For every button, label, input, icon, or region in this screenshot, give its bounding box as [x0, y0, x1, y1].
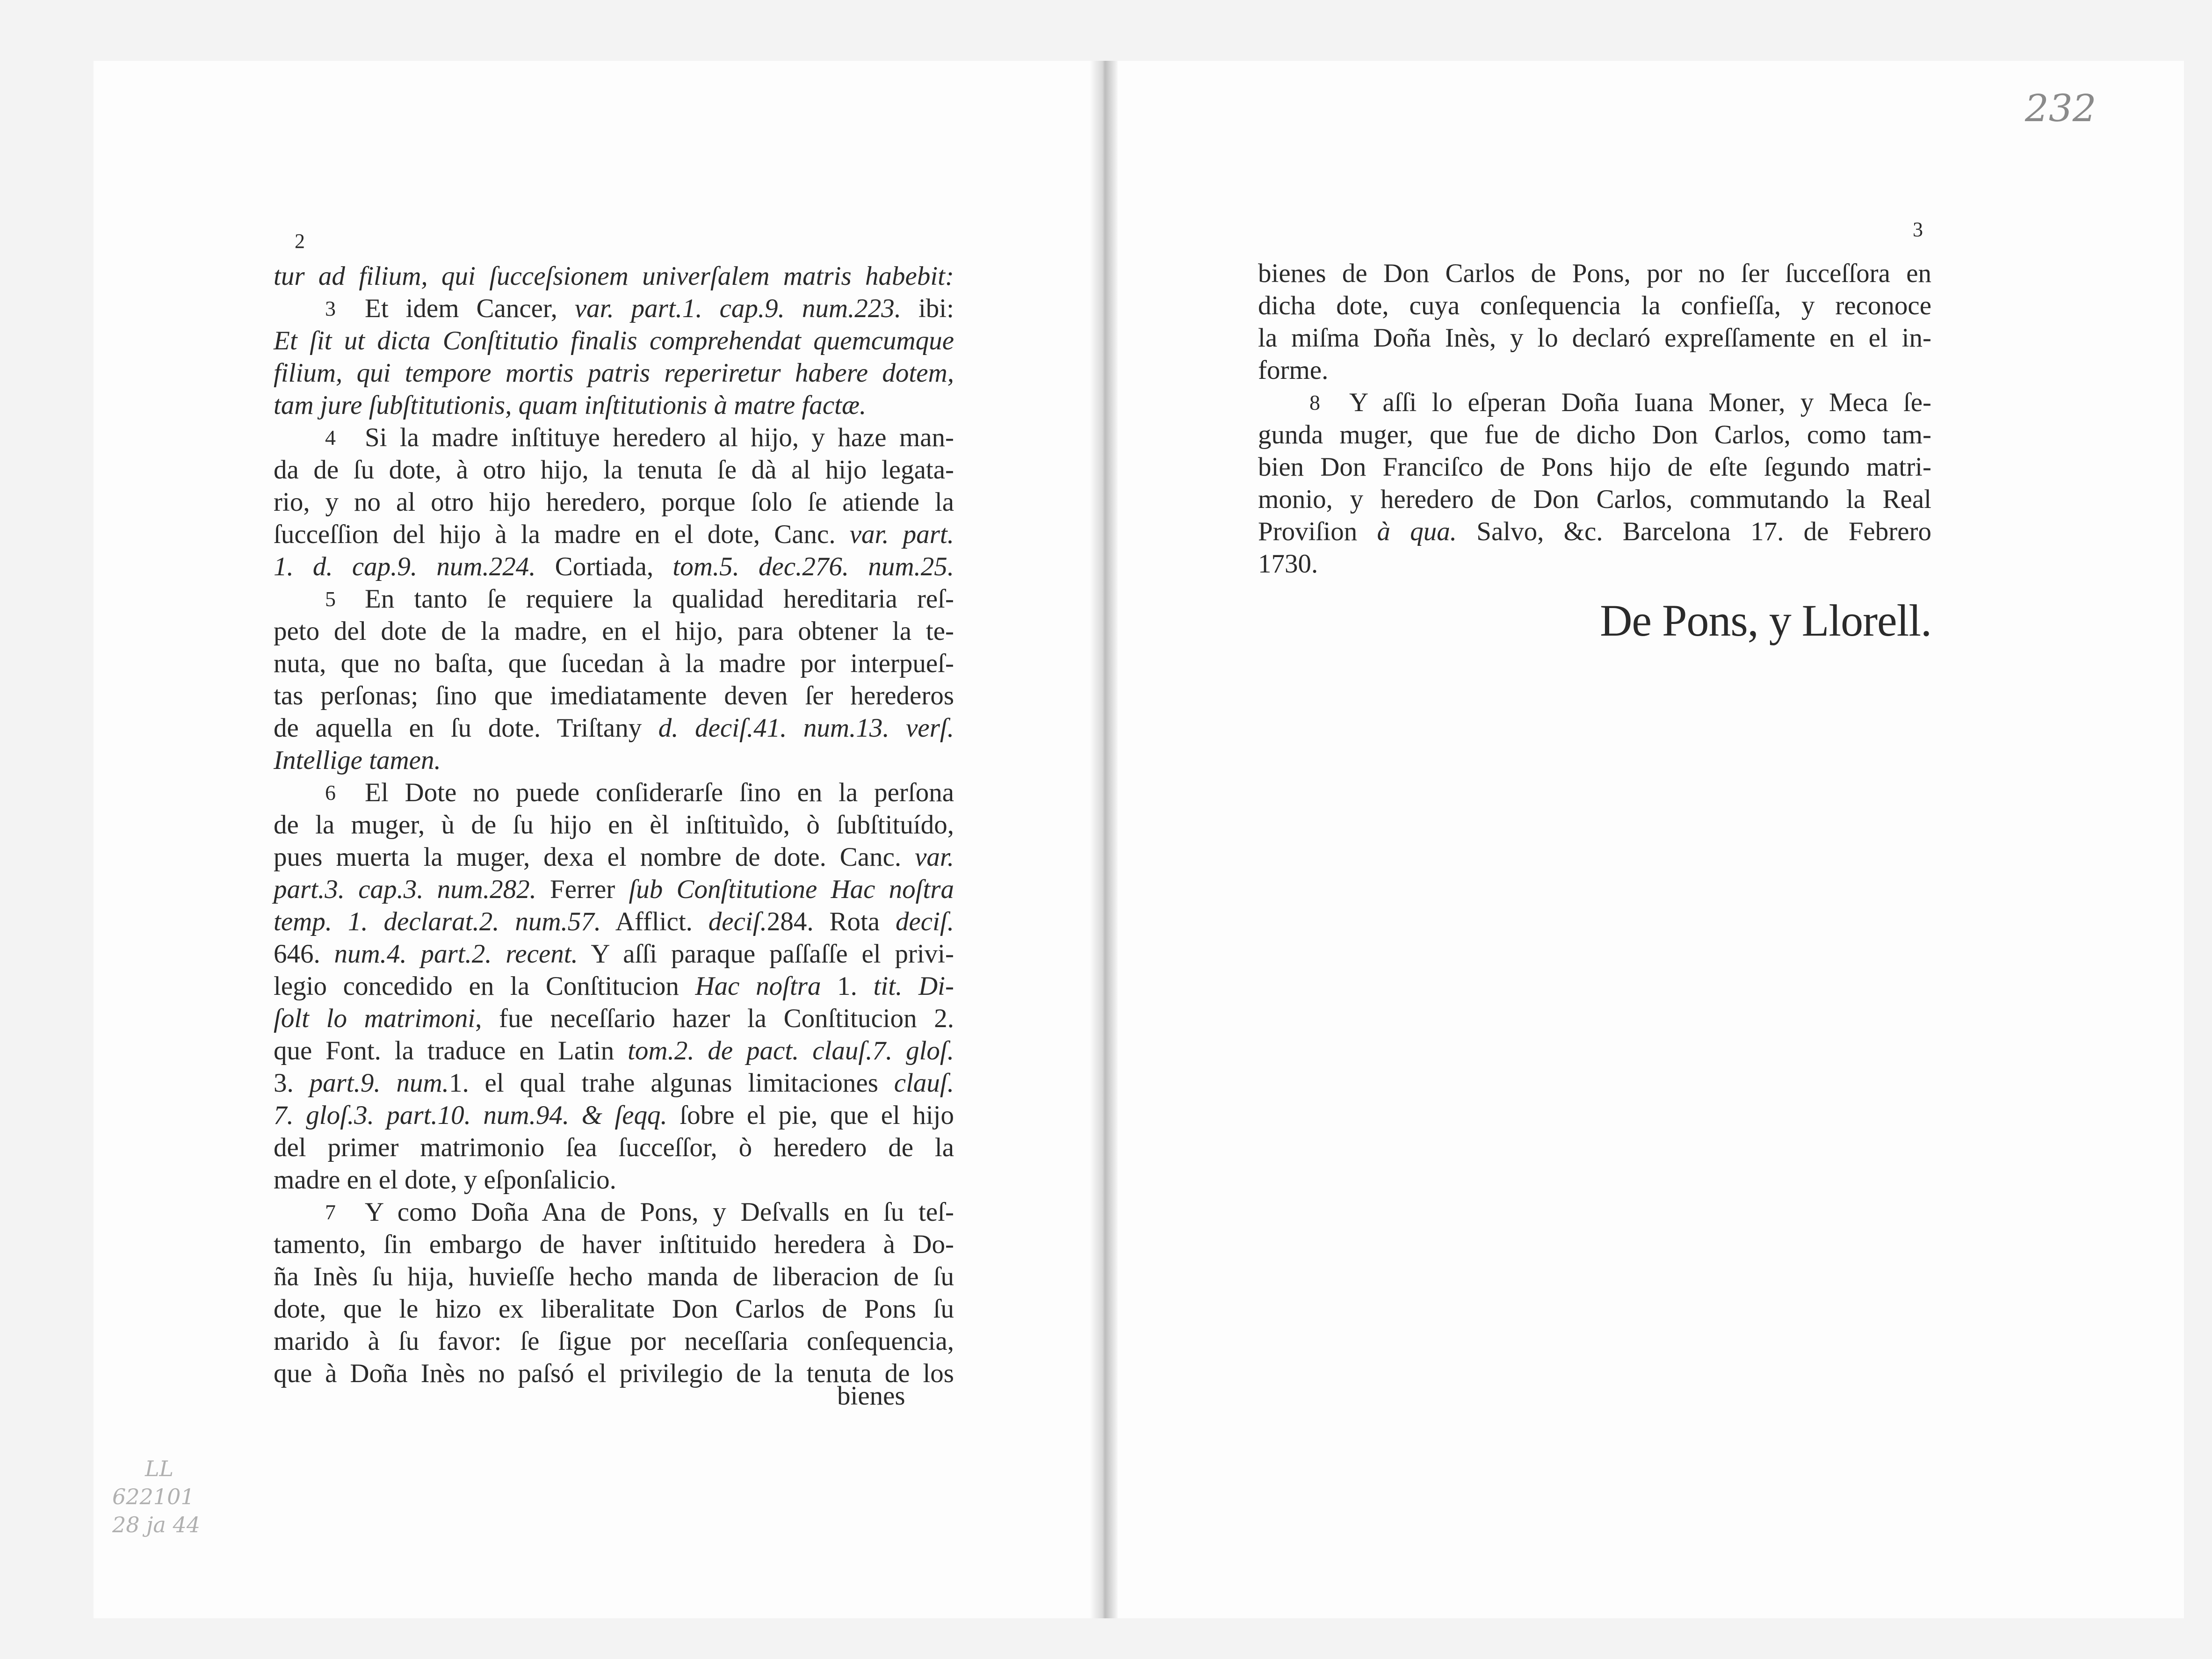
text-segment: 284. Rota	[766, 907, 896, 936]
text-segment: Si la madre inſtituye heredero al hijo, y haze man-	[365, 423, 954, 452]
italic-citation: num.4. part.2. recent.	[334, 939, 578, 969]
italic-citation: tur ad filium, qui ſucceſsionem univerſalem matris habebit:	[274, 261, 954, 291]
italic-citation: ſolt lo matrimoni	[274, 1004, 476, 1033]
text-segment: Proviſion	[1258, 517, 1377, 546]
paragraph-start-line	[1258, 386, 1931, 419]
italic-citation: 7. gloſ.3. part.10. num.94. & ſeqq.	[274, 1101, 667, 1130]
text-segment: del primer matrimonio ſea ſucceſſor, ò heredero de la	[274, 1133, 954, 1162]
text-line	[1258, 354, 1931, 386]
text-segment: que à Doña Inès no paſsó el privilegio de la tenuta de los	[274, 1359, 954, 1388]
text-segment: Et idem Cancer,	[365, 294, 575, 323]
text-line	[274, 1164, 954, 1196]
text-segment: ña Inès ſu hija, huvieſſe hecho manda de liberacion de ſu	[274, 1262, 954, 1291]
text-line	[1258, 548, 1931, 580]
text-line	[274, 1035, 954, 1067]
text-line	[1258, 451, 1931, 483]
signature: De Pons, y Llorell.	[1600, 595, 1931, 645]
italic-citation: tit. Di-	[873, 971, 954, 1001]
text-line	[1258, 322, 1931, 354]
text-segment: de la muger, ù de ſu hijo en èl inſtituìdo, ò ſubſtituído,	[274, 810, 954, 840]
text-segment: pues muerta la muger, dexa el nombre de dote. Canc.	[274, 842, 915, 872]
italic-citation: filium, qui tempore mortis patris reperiretur habere dotem,	[274, 358, 954, 388]
italic-citation: tom.5. dec.276. num.25.	[672, 552, 954, 581]
text-line	[274, 1131, 954, 1164]
italic-citation: Hac noſtra	[695, 971, 821, 1001]
text-line	[274, 260, 954, 292]
text-line	[274, 1325, 954, 1357]
text-line	[274, 1293, 954, 1325]
text-segment: legio concedido en la Conſtitucion	[274, 971, 695, 1001]
text-line	[274, 873, 954, 906]
text-line	[274, 1261, 954, 1293]
text-segment: Cortiada,	[535, 552, 673, 581]
text-segment: bienes de Don Carlos de Pons, por no ſer ſucceſſora en	[1258, 259, 1931, 288]
text-line	[1258, 419, 1931, 451]
text-line	[274, 809, 954, 841]
text-segment: de aquella en ſu dote. Triſtany	[274, 713, 658, 743]
text-segment: dicha dote, cuya conſequencia la confieſſa, y reconoce	[1258, 291, 1931, 320]
archive-note-line: 622101	[112, 1484, 195, 1509]
italic-citation: part.9. num.	[309, 1068, 449, 1098]
book-gutter	[1090, 61, 1118, 1618]
text-line	[1258, 515, 1931, 548]
text-segment: Y aſſi paraque paſſaſſe el privi-	[578, 939, 954, 969]
text-line	[274, 325, 954, 357]
text-segment: Y como Doña Ana de Pons, y Deſvalls en ſu teſ-	[365, 1197, 954, 1227]
text-line	[274, 970, 954, 1002]
paragraph-start-line	[274, 1196, 954, 1228]
italic-citation: part.3. cap.3. num.282.	[274, 875, 536, 904]
italic-citation: Intellige tamen.	[274, 746, 441, 775]
italic-citation: var. part.1. cap.9. num.223.	[574, 294, 902, 323]
paragraph-number: 4	[325, 426, 336, 449]
paragraph-number: 8	[1309, 391, 1320, 414]
text-segment: forme.	[1258, 355, 1329, 385]
text-segment: Ferrer	[536, 875, 629, 904]
handwritten-folio-number: 232	[2025, 87, 2096, 130]
text-line	[274, 744, 954, 776]
italic-citation: à qua.	[1377, 517, 1457, 546]
text-line	[274, 389, 954, 421]
text-segment: bien Don Franciſco de Pons hijo de eſte ſegundo matri-	[1258, 452, 1931, 482]
italic-citation: Et ſit ut dicta Conſtitutio finalis comprehendat quemcumque	[274, 326, 954, 355]
archive-note-line: 28 ja 44	[112, 1512, 200, 1537]
paragraph-start-line	[274, 583, 954, 615]
text-segment: da de ſu dote, à otro hijo, la tenuta ſe dà al hijo legata-	[274, 455, 954, 485]
text-line	[274, 938, 954, 970]
paragraph-start-line	[274, 776, 954, 809]
text-segment: ibi:	[901, 294, 954, 323]
paragraph-start-line	[274, 292, 954, 325]
text-segment: ſucceſſion del hijo à la madre en el dote, Canc.	[274, 520, 850, 549]
text-segment: Y aſſi lo eſperan Doña Iuana Moner, y Meca ſe-	[1349, 388, 1931, 417]
text-line	[274, 647, 954, 680]
text-line	[1258, 290, 1931, 322]
text-segment: marido à ſu favor: ſe ſigue por neceſſaria conſequencia,	[274, 1326, 954, 1356]
text-segment: Afflict.	[601, 907, 708, 936]
text-segment: 646.	[274, 939, 334, 969]
italic-citation: clauſ.	[894, 1068, 954, 1098]
text-line	[274, 454, 954, 486]
italic-citation: temp. 1. declarat.2. num.57.	[274, 907, 601, 936]
text-segment: tas perſonas; ſino que imediatamente deven ſer herederos	[274, 681, 954, 710]
text-segment: Salvo, &c. Barcelona 17. de Febrero	[1457, 517, 1931, 546]
archive-note-line: LL	[145, 1456, 174, 1481]
text-line	[1258, 483, 1931, 515]
paragraph-number: 6	[325, 781, 336, 804]
italic-citation: tom.2. de pact. clauſ.7. gloſ.	[628, 1036, 954, 1065]
paragraph-start-line	[274, 421, 954, 454]
text-line	[274, 712, 954, 744]
italic-citation: tam jure ſubſtitutionis, quam inſtitutionis à matre factæ.	[274, 391, 867, 420]
text-segment: madre en el dote, y eſponſalicio.	[274, 1165, 616, 1195]
text-line	[274, 1228, 954, 1261]
handwritten-archive-note	[112, 1455, 200, 1539]
text-segment: la miſma Doña Inès, y lo declaró expreſſamente en el in-	[1258, 323, 1931, 353]
italic-citation: ſub Conſtitutione Hac noſtra	[629, 875, 954, 904]
text-line	[274, 486, 954, 518]
right-page-number: 3	[1913, 218, 1923, 241]
text-line	[274, 1002, 954, 1035]
text-segment: rio, y no al otro hijo heredero, porque ſolo ſe atiende la	[274, 487, 954, 517]
text-line	[274, 551, 954, 583]
text-segment: 1.	[821, 971, 874, 1001]
text-segment: nuta, que no baſta, que ſucedan à la madre por interpueſ-	[274, 649, 954, 678]
italic-citation: deciſ.	[895, 907, 954, 936]
text-line	[274, 680, 954, 712]
text-segment: tamento, ſin embargo de haver inſtituido heredera à Do-	[274, 1230, 954, 1259]
text-segment: monio, y heredero de Don Carlos, commutando la Real	[1258, 485, 1931, 514]
text-line	[274, 1099, 954, 1131]
paragraph-number: 5	[325, 587, 336, 611]
text-segment: gunda muger, que fue de dicho Don Carlos, como tam-	[1258, 420, 1931, 449]
text-segment: ſobre el pie, que el hijo	[667, 1101, 954, 1130]
text-line	[274, 615, 954, 647]
italic-citation: var. part.	[849, 520, 954, 549]
text-segment: que Font. la traduce en Latin	[274, 1036, 628, 1065]
italic-citation: d. deciſ.41. num.13. verſ.	[658, 713, 954, 743]
text-line	[1258, 257, 1931, 290]
text-line	[274, 1067, 954, 1099]
italic-citation: 1. d. cap.9. num.224.	[274, 552, 536, 581]
text-segment: 3.	[274, 1068, 310, 1098]
paragraph-number: 3	[325, 297, 336, 320]
text-segment: 1. el qual trahe algunas limitaciones	[448, 1068, 894, 1098]
left-page-number: 2	[295, 230, 305, 253]
catchword: bienes	[837, 1381, 905, 1411]
text-line	[274, 518, 954, 551]
text-segment: El Dote no puede conſiderarſe ſino en la perſona	[365, 778, 954, 807]
text-segment: , fue neceſſario hazer la Conſtitucion 2.	[475, 1004, 954, 1033]
text-line	[274, 906, 954, 938]
text-segment: 1730.	[1258, 549, 1318, 579]
text-line	[274, 841, 954, 873]
text-segment: dote, que le hizo ex liberalitate Don Carlos de Pons ſu	[274, 1294, 954, 1324]
italic-citation: deciſ.	[708, 907, 767, 936]
text-segment: peto del dote de la madre, en el hijo, para obtener la te-	[274, 616, 954, 646]
paragraph-number: 7	[325, 1200, 336, 1224]
text-segment: En tanto ſe requiere la qualidad hereditaria reſ-	[365, 584, 954, 614]
italic-citation: var.	[915, 842, 954, 872]
text-line	[274, 357, 954, 389]
